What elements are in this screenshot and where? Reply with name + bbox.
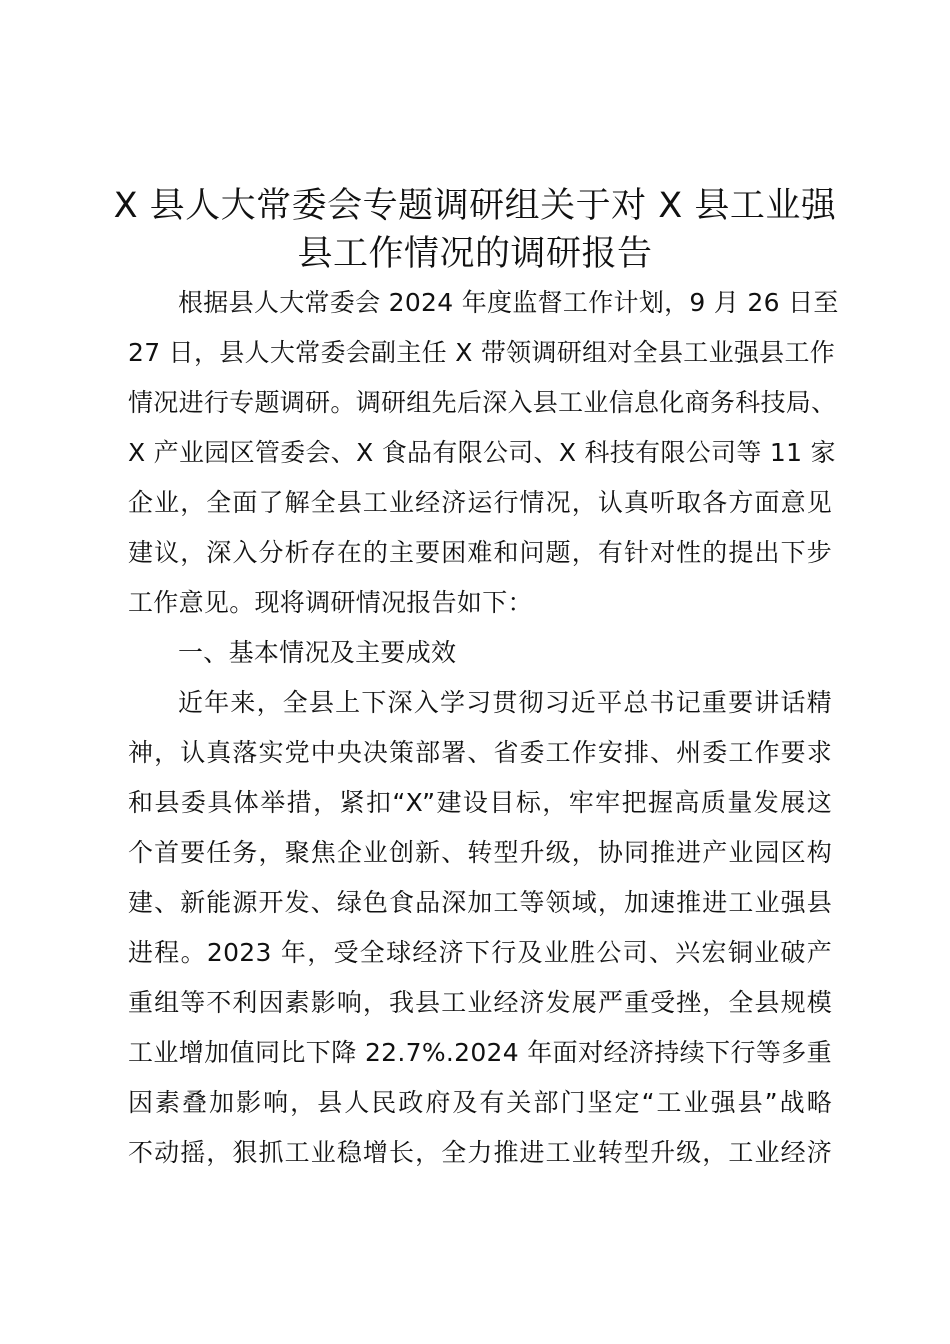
paragraph-2-line-4: 个首要任务，聚焦企业创新、转型升级，协同推进产业园区构 bbox=[128, 838, 832, 867]
paragraph-2-line-5: 建、新能源开发、绿色食品深加工等领域，加速推进工业强县 bbox=[128, 888, 832, 917]
paragraph-1-line-5: 企业，全面了解全县工业经济运行情况，认真听取各方面意见 bbox=[128, 488, 832, 517]
paragraph-1-line-3: 情况进行专题调研。调研组先后深入县工业信息化商务科技局、 bbox=[128, 388, 837, 417]
paragraph-2-line-6: 进程。2023 年，受全球经济下行及业胜公司、兴宏铜业破产 bbox=[128, 938, 832, 967]
paragraph-2-line-8: 工业增加值同比下降 22.7%.2024 年面对经济持续下行等多重 bbox=[128, 1038, 832, 1067]
paragraph-2-line-2: 神，认真落实党中央决策部署、省委工作安排、州委工作要求 bbox=[128, 738, 832, 767]
paragraph-1-line-1: 根据县人大常委会 2024 年度监督工作计划，9 月 26 日至 bbox=[178, 288, 839, 317]
paragraph-2-line-7: 重组等不利因素影响，我县工业经济发展严重受挫，全县规模 bbox=[128, 988, 832, 1017]
paragraph-1-line-7: 工作意见。现将调研情况报告如下： bbox=[128, 588, 533, 617]
paragraph-1-line-4: X 产业园区管委会、X 食品有限公司、X 科技有限公司等 11 家 bbox=[128, 438, 836, 467]
document-title-line-2: 县工作情况的调研报告 bbox=[297, 234, 653, 274]
paragraph-1-line-6: 建议，深入分析存在的主要困难和问题，有针对性的提出下步 bbox=[128, 538, 832, 567]
paragraph-2-line-3: 和县委具体举措，紧扣“X”建设目标，牢牢把握高质量发展这 bbox=[128, 788, 832, 817]
paragraph-2-line-1: 近年来，全县上下深入学习贯彻习近平总书记重要讲话精 bbox=[178, 688, 832, 717]
paragraph-2-line-9: 因素叠加影响，县人民政府及有关部门坚定“工业强县”战略 bbox=[128, 1088, 832, 1117]
paragraph-2-line-10: 不动摇，狠抓工业稳增长，全力推进工业转型升级，工业经济 bbox=[128, 1138, 832, 1167]
paragraph-1-line-2: 27 日，县人大常委会副主任 X 带领调研组对全县工业强县工作 bbox=[128, 338, 836, 367]
document-title-line-1: X 县人大常委会专题调研组关于对 X 县工业强 bbox=[113, 186, 837, 226]
section-heading-1: 一、基本情况及主要成效 bbox=[178, 638, 457, 667]
